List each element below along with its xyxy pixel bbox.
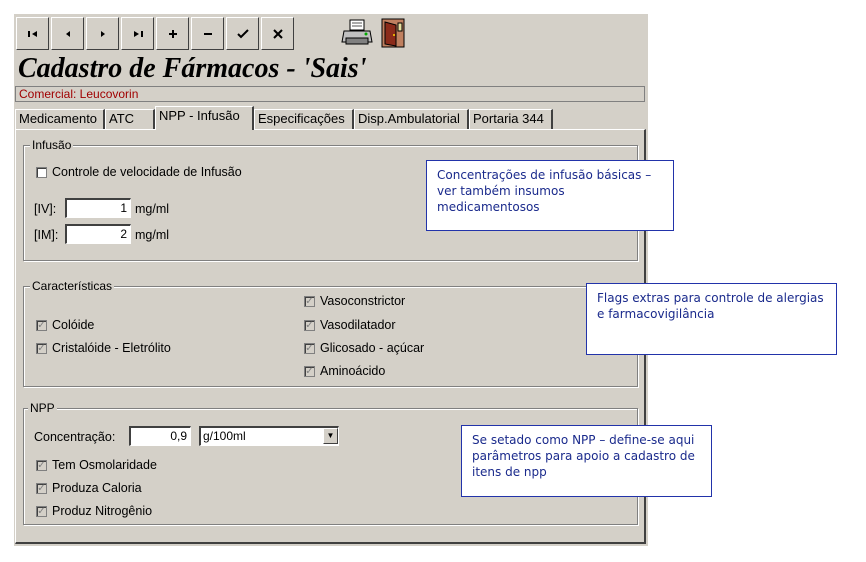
plus-icon <box>168 29 178 39</box>
osmolaridade-checkbox[interactable]: ✓ <box>37 460 46 471</box>
vasodilatador-checkbox[interactable]: ✓ <box>305 320 314 331</box>
controle-velocidade-label: Controle de velocidade de Infusão <box>52 165 242 179</box>
controle-velocidade-checkbox[interactable] <box>36 167 47 178</box>
iv-unit-label: mg/ml <box>135 202 170 216</box>
cristaloide-checkbox[interactable]: ✓ <box>37 343 46 354</box>
nitrogenio-label: Produz Nitrogênio <box>52 504 153 518</box>
minus-icon <box>203 29 213 39</box>
glicosado-checkbox[interactable]: ✓ <box>305 343 314 354</box>
vasoconstrictor-checkbox[interactable]: ✓ <box>305 296 314 307</box>
next-record-button[interactable] <box>86 17 119 50</box>
vasoconstrictor-label: Vasoconstrictor <box>320 294 406 308</box>
unidade-select[interactable] <box>199 426 339 446</box>
iv-label: [IV]: <box>34 202 57 216</box>
vasodilatador-label: Vasodilatador <box>320 318 396 332</box>
glicosado-label: Glicosado - açúcar <box>320 341 425 355</box>
comercial-name-bar: Comercial: Leucovorin <box>15 86 645 102</box>
prev-record-button[interactable] <box>51 17 84 50</box>
im-label: [IM]: <box>34 228 59 242</box>
caracteristicas-legend: Características <box>32 279 113 293</box>
chevron-down-icon[interactable]: ▼ <box>323 428 338 444</box>
exit-button[interactable] <box>377 16 411 50</box>
door-exit-icon <box>379 17 409 49</box>
note-flags: Flags extras para controle de alergias e farmacovigilância <box>586 283 837 355</box>
infusao-legend: Infusão <box>32 138 72 152</box>
first-record-button[interactable] <box>16 17 49 50</box>
printer-icon <box>341 18 373 48</box>
im-unit-label: mg/ml <box>135 228 170 242</box>
cristaloide-label: Cristalóide - Eletrólito <box>52 341 171 355</box>
skip-last-icon <box>132 29 144 39</box>
im-concentration-input[interactable]: 2 <box>65 224 131 244</box>
aminoacido-label: Aminoácido <box>320 364 386 378</box>
cancel-button[interactable] <box>261 17 294 50</box>
tab-medicamento[interactable]: Medicamento <box>15 109 105 129</box>
coloide-checkbox[interactable]: ✓ <box>37 320 46 331</box>
npp-legend: NPP <box>30 401 55 415</box>
checkmark-icon <box>237 29 249 39</box>
arrow-right-icon <box>98 29 108 39</box>
tab-disp-ambulatorial[interactable]: Disp.Ambulatorial <box>354 109 469 129</box>
tab-npp-infusao[interactable]: NPP - Infusão <box>155 106 254 130</box>
aminoacido-checkbox[interactable]: ✓ <box>305 366 314 377</box>
caloria-checkbox[interactable]: ✓ <box>37 483 46 494</box>
coloide-label: Colóide <box>52 318 95 332</box>
confirm-button[interactable] <box>226 17 259 50</box>
osmolaridade-label: Tem Osmolaridade <box>52 458 157 472</box>
arrow-left-icon <box>63 29 73 39</box>
iv-concentration-input[interactable]: 1 <box>65 198 131 218</box>
page-title: Cadastro de Fármacos - 'Sais' <box>18 53 367 84</box>
note-npp: Se setado como NPP – define-se aqui parâmetros para apoio a cadastro de itens de npp <box>461 425 712 497</box>
tab-especificacoes[interactable]: Especificações <box>254 109 354 129</box>
nitrogenio-checkbox[interactable]: ✓ <box>37 506 46 517</box>
caloria-label: Produza Caloria <box>52 481 142 495</box>
concentracao-input[interactable]: 0,9 <box>129 426 191 446</box>
delete-record-button[interactable] <box>191 17 224 50</box>
tab-atc[interactable]: ATC <box>105 109 155 129</box>
print-button[interactable] <box>340 16 374 50</box>
unidade-selected-value: g/100ml <box>203 429 246 443</box>
concentracao-label: Concentração: <box>34 430 116 444</box>
tab-portaria-344[interactable]: Portaria 344 <box>469 109 553 129</box>
note-infusao: Concentrações de infusão básicas – ver também insumos medicamentosos <box>426 160 674 231</box>
add-record-button[interactable] <box>156 17 189 50</box>
x-mark-icon <box>273 29 283 39</box>
skip-first-icon <box>27 29 39 39</box>
last-record-button[interactable] <box>121 17 154 50</box>
